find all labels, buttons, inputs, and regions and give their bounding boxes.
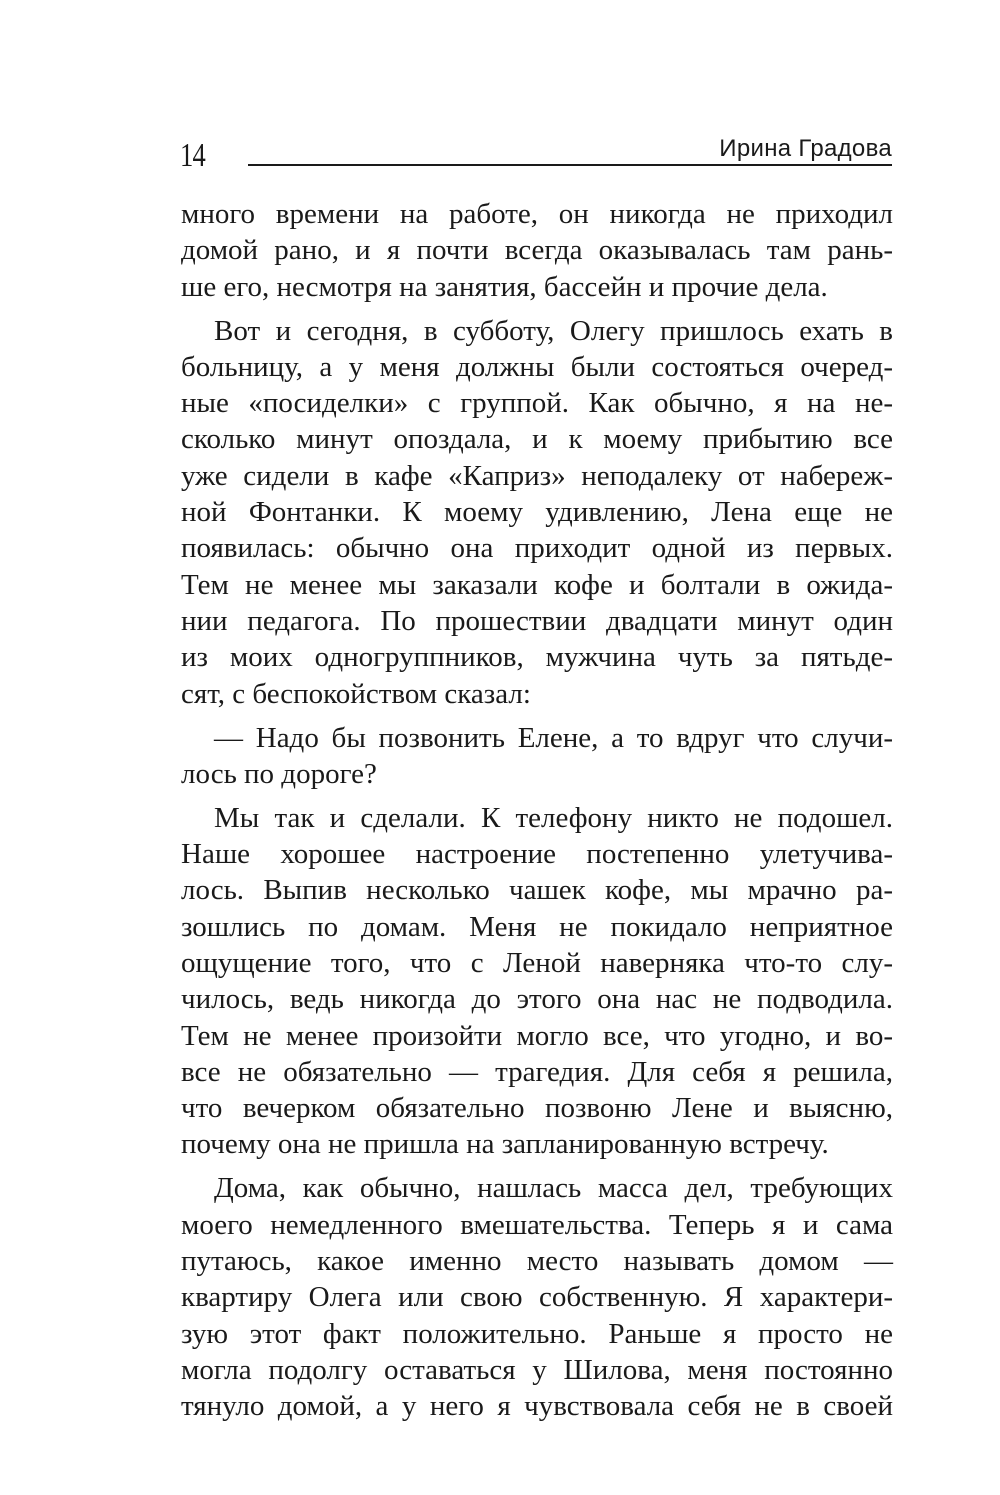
text-line: Тем не менее произойти могло все, что угодно, и во- [181, 1019, 893, 1052]
text-line: много времени на работе, он никогда не приходил [181, 198, 893, 230]
text-line: нии педагога. По прошествии двадцати минут один [181, 604, 893, 637]
text-line: тянуло домой, а у него я чувствовала себя не в своей [181, 1390, 893, 1423]
text-line: почему она не пришла на запланированную встречу. [181, 1128, 829, 1161]
text-line: путаюсь, какое именно место называть домом — [181, 1245, 893, 1278]
text-line: сят, с беспокойством сказал: [181, 677, 531, 710]
text-line: уже сидели в кафе «Каприз» неподалеку от набереж- [181, 459, 893, 492]
text-line: — Надо бы позвонить Елене, а то вдруг что случи- [214, 721, 893, 754]
text-line: что вечерком обязательно позвоню Лене и выясню, [181, 1092, 893, 1125]
running-header [180, 130, 892, 180]
text-line: Дома, как обычно, нашлась масса дел, требующих [214, 1172, 893, 1205]
paragraph [181, 196, 893, 305]
text-line: Мы так и сделали. К телефону никто не подошел. [214, 801, 893, 834]
text-line: Вот и сегодня, в субботу, Олегу пришлось ехать в [214, 314, 893, 347]
text-line: из моих одногруппников, мужчина чуть за пятьде- [181, 641, 893, 674]
text-line: ощущение того, что с Леной наверняка что-то слу- [181, 947, 893, 979]
text-line: все не обязательно — трагедия. Для себя я решила, [181, 1055, 893, 1088]
text-line: ной Фонтанки. К моему удивлению, Лена еще не [181, 496, 893, 529]
text-line: зошлись по домам. Меня не покидало неприятное [181, 910, 893, 943]
text-line: моего немедленного вмешательства. Теперь я и сама [181, 1208, 893, 1241]
paragraph [181, 1170, 893, 1424]
text-line: Тем не менее мы заказали кофе и болтали в ожида- [181, 568, 893, 601]
text-line: сколько минут опоздала, и к моему прибытию все [181, 423, 893, 456]
text-line: лось по дороге? [181, 757, 377, 790]
text-line: появилась: обычно она приходит одной из первых. [181, 532, 893, 565]
text-line: могла подолгу оставаться у Шилова, меня постоянно [181, 1353, 893, 1386]
text-line: зую этот факт положительно. Раньше я просто не [181, 1317, 893, 1350]
header-rule [248, 164, 892, 166]
text-line: домой рано, и я почти всегда оказывалась там рань- [181, 234, 893, 267]
author-name: Ирина Градова [719, 135, 892, 162]
text-line: ные «посиделки» с группой. Как обычно, я на не- [181, 387, 893, 420]
text-line: лось. Выпив несколько чашек кофе, мы мрачно ра- [181, 874, 893, 907]
text-line: чилось, ведь никогда до этого она нас не подводила. [181, 983, 893, 1016]
page-number: 14 [180, 137, 205, 174]
text-line: больницу, а у меня должны были состояться очеред- [181, 350, 893, 383]
paragraph [181, 720, 893, 793]
text-line: Наше хорошее настроение постепенно улетучива- [181, 838, 893, 871]
text-line: ше его, несмотря на занятия, бассейн и прочие дела. [181, 270, 828, 303]
paragraph [181, 313, 893, 712]
paragraph [181, 800, 893, 1163]
body-text [181, 196, 893, 1425]
text-line: квартиру Олега или свою собственную. Я характери- [181, 1281, 893, 1314]
